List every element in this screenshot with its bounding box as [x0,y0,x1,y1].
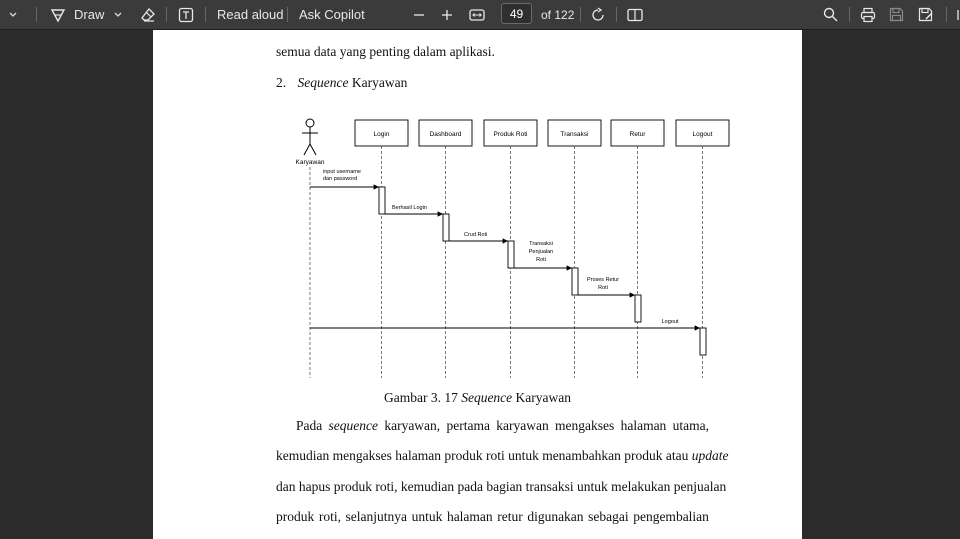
word: untuk [411,509,443,524]
word: halaman [620,418,667,433]
lifeline-login [355,120,408,378]
activation-dashboard [443,214,449,241]
actor-leg-left [304,144,310,155]
lifeline-label: Retur [629,131,646,138]
lifeline-label: Produk Roti [493,131,528,138]
word: roti, [318,509,341,524]
toolbar-divider [616,7,617,22]
toolbar-divider [849,7,850,22]
save-as-button[interactable] [918,0,934,29]
message-berhasil-login [385,205,443,214]
toolbar-divider [36,7,37,22]
message-label: dan password [323,176,358,182]
word: pengembalian [633,509,709,524]
section-heading [276,75,407,91]
lifeline-label: Dashboard [429,131,462,138]
caption-italic: Sequence [461,390,513,405]
minus-icon [413,9,425,21]
word: karyawan [496,418,549,433]
draw-label: Draw [74,7,105,22]
activation-logout [700,328,706,355]
message-label: Transaksi [529,241,553,247]
toolbar-divider [205,7,206,22]
word: halaman [446,509,493,524]
word: selanjutnya [345,509,408,524]
word: retur [497,509,523,524]
toolbar-divider [946,7,947,22]
section-title-rest: Karyawan [348,75,408,90]
word: pertama [446,418,490,433]
message-label: Roti [536,257,546,263]
word: sequence [328,418,379,433]
activation-produk-roti [508,241,514,268]
toolbar-divider [287,7,288,22]
document-viewer[interactable] [0,30,960,539]
search-icon [823,7,838,22]
actor-karyawan [296,119,325,378]
print-button[interactable] [860,0,876,29]
pdf-toolbar [0,0,960,30]
chevron-down-icon[interactable] [0,0,26,29]
toolbar-divider [580,7,581,22]
plus-icon [441,9,453,21]
word: Pada [296,418,323,433]
message-label: input username [323,169,361,175]
save-icon [889,7,904,22]
zoom-out-button[interactable] [413,0,425,29]
message-logout [310,319,700,328]
message-transaksi-penjualan [514,241,572,268]
message-crud-roti [449,232,508,241]
word: sebagai [588,509,629,524]
lifeline-label: Transaksi [560,131,589,138]
save-button[interactable] [889,0,904,29]
word: mengakses [555,418,615,433]
pdf-page [153,30,802,539]
draw-button[interactable] [50,0,104,29]
lifeline-label: Login [373,131,390,138]
toolbar-divider [166,7,167,22]
page-view-icon [627,8,643,22]
text-box-button[interactable] [178,0,194,29]
message-label: Crud Roti [464,232,488,238]
figure-caption [153,390,802,406]
fit-width-icon [469,8,485,22]
page-number-input[interactable]: 49 [501,3,532,24]
actor-leg-right [310,144,316,155]
lifeline-transaksi [548,120,601,378]
actor-label: Karyawan [295,159,325,166]
paragraph-line: dan hapus produk roti, kemudian pada bagian transaksi untuk melakukan penjualan [276,479,727,494]
activation-retur [635,295,641,322]
text-span: kemudian mengakses halaman produk roti untuk menambahkan produk atau [276,448,692,463]
message-label: Logout [661,319,679,325]
word: utama, [672,418,709,433]
eraser-icon [140,7,156,23]
lifeline-label: Logout [692,131,713,138]
word: digunakan [527,509,584,524]
message-label: Berhasil Login [392,205,427,211]
word: karyawan, [384,418,441,433]
activation-login [379,187,385,214]
search-button[interactable] [823,0,838,29]
draw-icon [50,7,66,23]
sequence-diagram [293,116,733,378]
message-label: Proses Retur [586,277,620,283]
rotate-button[interactable] [590,0,606,29]
ask-copilot-button[interactable]: Ask Copilot [299,7,365,22]
section-number: 2. [276,75,287,90]
message-label: Penjualan [528,249,554,255]
activation-transaksi [572,268,578,295]
message-input-credentials [310,169,379,187]
caption-prefix: Gambar 3. 17 [383,390,462,405]
text-line: semua data yang penting dalam aplikasi. [276,44,495,59]
lifeline-retur [611,120,664,378]
print-icon [860,7,876,23]
section-title-italic: Sequence [297,75,349,90]
total-pages-label: of 122 [541,7,575,22]
message-label: Roti [598,285,608,291]
text-box-icon [178,7,194,23]
page-view-button[interactable] [627,0,643,29]
save-as-icon [918,7,934,23]
paragraph-line [276,509,709,525]
fit-page-button[interactable] [469,0,485,29]
draw-dropdown-chevron[interactable] [113,0,123,29]
paragraph-line [276,448,729,464]
paragraph-line [296,418,709,434]
text-span-italic: update [691,448,729,463]
more-options-icon[interactable] [954,0,960,29]
word: produk [276,509,315,524]
lifeline-dashboard [419,120,472,378]
rotate-icon [590,7,606,23]
caption-rest: Karyawan [512,390,572,405]
message-proses-retur [578,277,635,295]
actor-head [306,119,314,127]
read-aloud-button[interactable]: Read aloud [217,7,284,22]
zoom-in-button[interactable] [441,0,453,29]
eraser-button[interactable] [140,0,156,29]
